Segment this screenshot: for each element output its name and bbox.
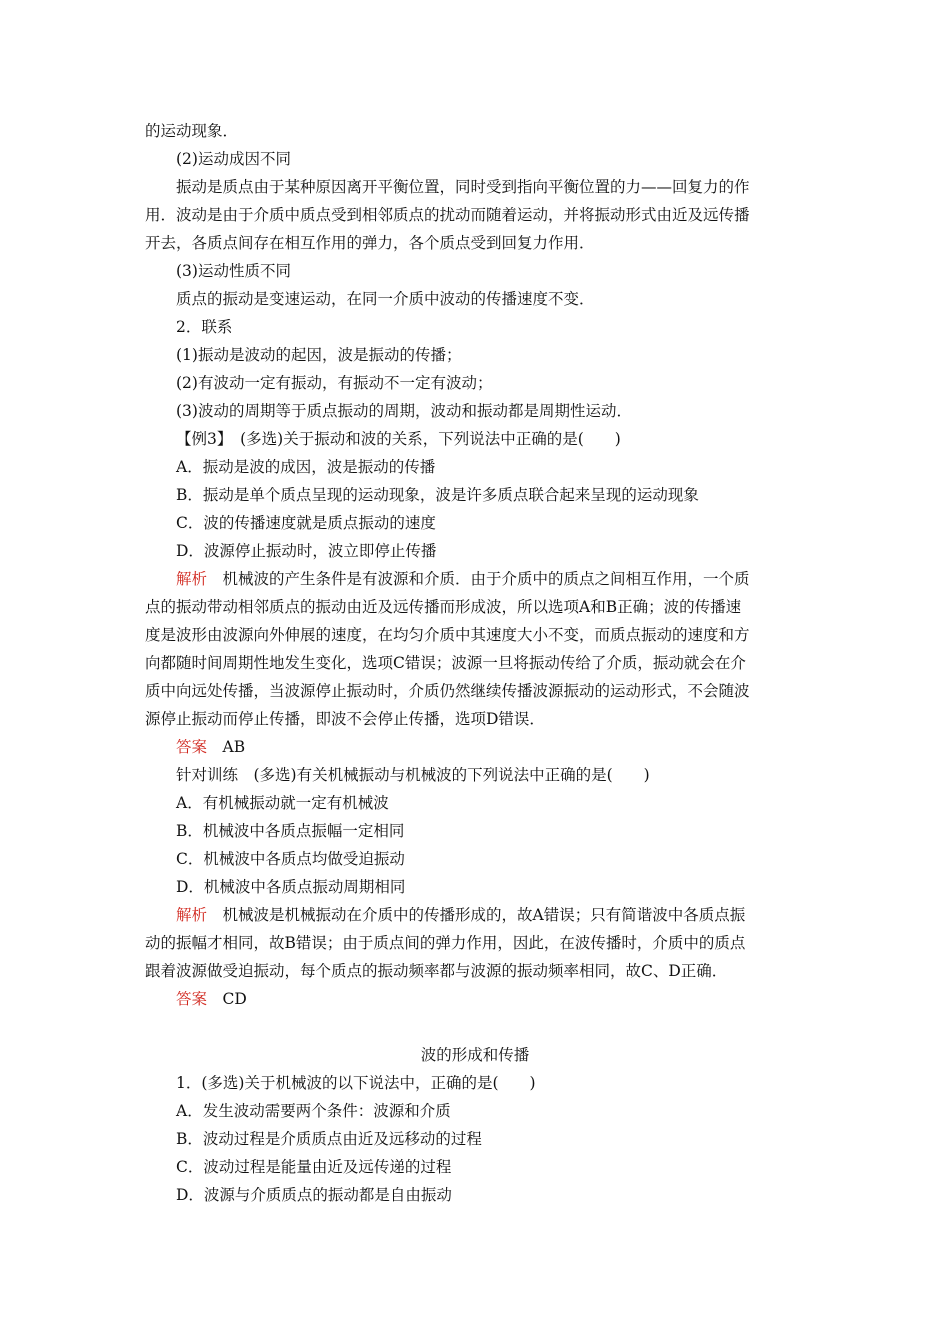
- option-a: A．有机械振动就一定有机械波: [176, 794, 389, 812]
- answer-line: [176, 737, 245, 757]
- list-item: (2)有波动一定有振动，有振动不一定有波动；: [176, 374, 493, 392]
- training-question: 针对训练 (多选)有关机械振动与机械波的下列说法中正确的是( ): [176, 766, 650, 784]
- paragraph-line: 振动是质点由于某种原因离开平衡位置，同时受到指向平衡位置的力——回复力的作: [176, 178, 750, 196]
- analysis-line: [176, 569, 750, 589]
- option-b: B．波动过程是介质质点由近及远移动的过程: [176, 1130, 482, 1148]
- option-a: A．发生波动需要两个条件：波源和介质: [176, 1102, 451, 1120]
- option-c: C．波动过程是能量由近及远传递的过程: [176, 1158, 452, 1176]
- list-item: (3)波动的周期等于质点振动的周期，波动和振动都是周期性运动．: [176, 402, 632, 420]
- list-item: (1)振动是波动的起因，波是振动的传播；: [176, 346, 462, 364]
- analysis-line: 源停止振动而停止传播，即波不会停止传播，选项D错误．: [145, 710, 545, 728]
- answer-text: AB: [207, 738, 246, 756]
- analysis-line: 质中向远处传播，当波源停止振动时，介质仍然继续传播波源振动的运动形式，不会随波: [145, 682, 750, 700]
- answer-label: 答案: [176, 738, 208, 756]
- quiz-question: 1．(多选)关于机械波的以下说法中，正确的是( ): [176, 1074, 536, 1092]
- paragraph-line: 开去，各质点间存在相互作用的弹力，各个质点受到回复力作用．: [145, 234, 595, 252]
- analysis-label: 解析: [176, 906, 208, 924]
- analysis-line: 向都随时间周期性地发生变化，选项C错误；波源一旦将振动传给了介质，振动就会在介: [145, 654, 746, 672]
- analysis-line: 点的振动带动相邻质点的振动由近及远传播而形成波，所以选项A和B正确；波的传播速: [145, 598, 742, 616]
- section-title: 波的形成和传播: [420, 1046, 530, 1064]
- answer-text: CD: [207, 990, 247, 1008]
- answer-label: 答案: [176, 990, 208, 1008]
- paragraph-line: 用．波动是由于介质中质点受到相邻质点的扰动而随着运动，并将振动形式由近及远传播: [145, 206, 750, 224]
- analysis-text: 机械波的产生条件是有波源和介质．由于介质中的质点之间相互作用，一个质: [207, 570, 750, 588]
- option-d: D．波源与介质质点的振动都是自由振动: [176, 1186, 452, 1204]
- analysis-line: [176, 905, 745, 925]
- analysis-text: 机械波是机械振动在介质中的传播形成的，故A错误；只有简谐波中各质点振: [207, 906, 746, 924]
- option-c: C．机械波中各质点均做受迫振动: [176, 850, 405, 868]
- answer-line: [176, 989, 247, 1009]
- option-c: C．波的传播速度就是质点振动的速度: [176, 514, 436, 532]
- option-d: D．机械波中各质点振动周期相同: [176, 878, 406, 896]
- option-d: D．波源停止振动时，波立即停止传播: [176, 542, 437, 560]
- subheading-cause: (2)运动成因不同: [176, 150, 291, 168]
- subheading-relation: 2．联系: [176, 318, 233, 336]
- option-a: A．振动是波的成因，波是振动的传播: [176, 458, 436, 476]
- paragraph-continuation: 的运动现象．: [145, 122, 239, 140]
- option-b: B．振动是单个质点呈现的运动现象，波是许多质点联合起来呈现的运动现象: [176, 486, 699, 504]
- option-b: B．机械波中各质点振幅一定相同: [176, 822, 405, 840]
- example-question: 【例3】 (多选)关于振动和波的关系，下列说法中正确的是( ): [176, 430, 621, 448]
- subheading-nature: (3)运动性质不同: [176, 262, 291, 280]
- analysis-line: 跟着波源做受迫振动，每个质点的振动频率都与波源的振动频率相同，故C、D正确．: [145, 962, 728, 980]
- analysis-line: 度是波形由波源向外伸展的速度，在均匀介质中其速度大小不变，而质点振动的速度和方: [145, 626, 750, 644]
- analysis-line: 动的振幅才相同，故B错误；由于质点间的弹力作用，因此，在波传播时，介质中的质点: [145, 934, 746, 952]
- analysis-label: 解析: [176, 570, 208, 588]
- paragraph-line: 质点的振动是变速运动，在同一介质中波动的传播速度不变．: [176, 290, 595, 308]
